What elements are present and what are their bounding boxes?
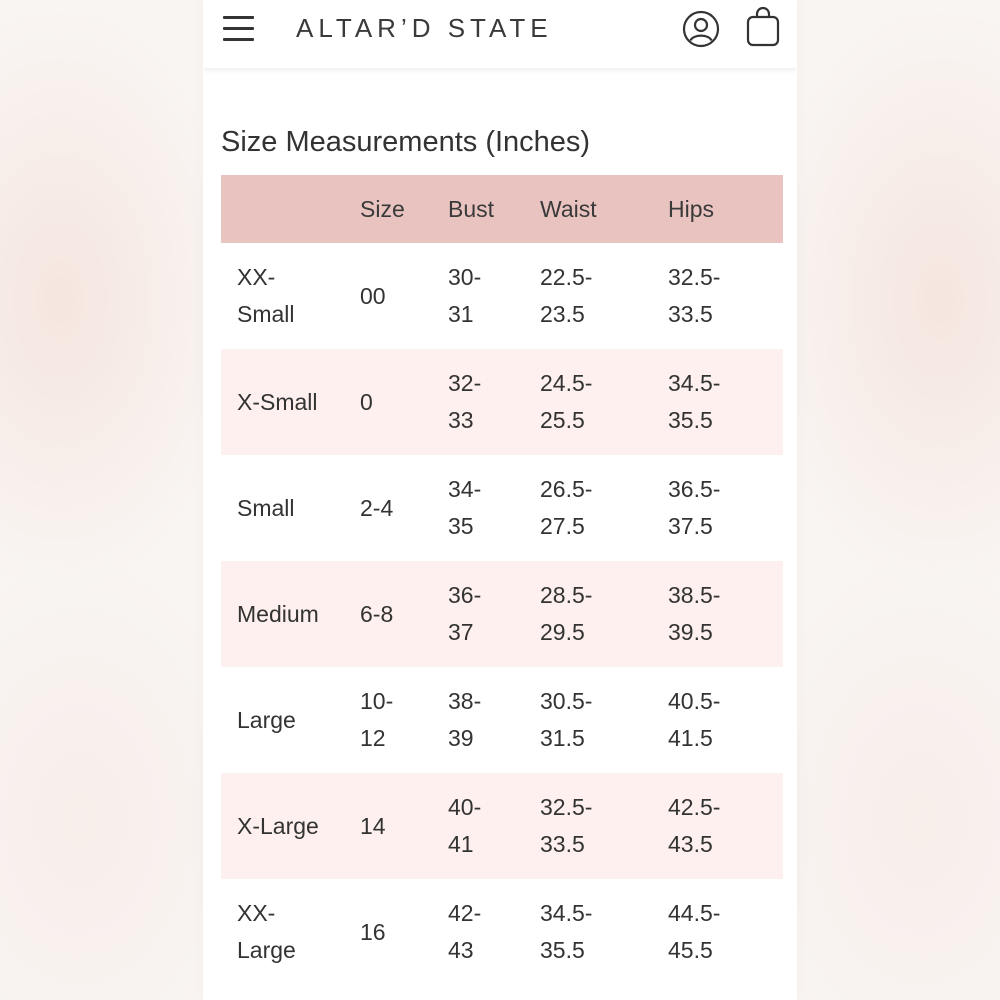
cell-text-line: XX-	[237, 900, 276, 926]
cell-size	[344, 879, 432, 985]
cell-text-line: 22.5-	[540, 264, 593, 290]
cell-size	[344, 667, 432, 773]
cell-text-line: 43	[448, 937, 474, 963]
cell-size	[344, 561, 432, 667]
cell-text-line: 32.5-	[540, 794, 593, 820]
cell-bust	[432, 243, 524, 349]
cell-text-line: 42-	[448, 900, 482, 926]
table-row	[221, 879, 783, 985]
brand-logo[interactable]: ALTAR’D STATE	[296, 13, 553, 43]
cell-text-line: 26.5-	[540, 476, 593, 502]
cell-waist	[524, 667, 652, 773]
shopping-bag-icon[interactable]	[744, 6, 782, 48]
cell-bust	[432, 349, 524, 455]
table-row	[221, 455, 783, 561]
cell-hips	[652, 455, 783, 561]
cell-text-line: 35.5	[540, 937, 585, 963]
cell-label	[221, 349, 344, 455]
cell-text-line: XX-	[237, 264, 276, 290]
cell-bust	[432, 455, 524, 561]
cell-label	[221, 243, 344, 349]
cell-text-line: 10-	[360, 688, 394, 714]
menu-line	[223, 27, 254, 30]
cell-text-line: Small	[237, 494, 295, 521]
cell-text-line: 34.5-	[540, 900, 593, 926]
menu-line	[223, 16, 254, 19]
cell-hips	[652, 349, 783, 455]
cell-label	[221, 773, 344, 879]
cell-label	[221, 879, 344, 985]
cell-text-line: 14	[360, 812, 386, 839]
cell-text-line: 34-	[448, 476, 482, 502]
cell-text-line: 34.5-	[668, 370, 721, 396]
cell-text-line: 37	[448, 619, 474, 645]
cell-text-line: X-Small	[237, 388, 318, 415]
cell-text-line: 41	[448, 831, 474, 857]
cell-text-line: 30.5-	[540, 688, 593, 714]
cell-text-line: 44.5-	[668, 900, 721, 926]
cell-label	[221, 561, 344, 667]
table-row	[221, 561, 783, 667]
cell-size	[344, 455, 432, 561]
cell-text-line: 31.5	[540, 725, 585, 751]
cell-text-line: 41.5	[668, 725, 713, 751]
mobile-page	[203, 0, 797, 1000]
cell-waist	[524, 455, 652, 561]
cell-text-line: 32.5-	[668, 264, 721, 290]
cell-text-line: 38.5-	[668, 582, 721, 608]
cell-text-line: 25.5	[540, 407, 585, 433]
cell-bust	[432, 773, 524, 879]
cell-bust	[432, 561, 524, 667]
cell-text-line: 36.5-	[668, 476, 721, 502]
cell-text-line: 00	[360, 282, 386, 309]
cell-text-line: 2-4	[360, 494, 394, 521]
cell-text-line: Medium	[237, 600, 319, 627]
cell-hips	[652, 561, 783, 667]
cell-text-line: 16	[360, 918, 386, 945]
header-cell-label	[221, 175, 344, 243]
header-cell-waist: Waist	[524, 175, 652, 243]
cell-text-line: 27.5	[540, 513, 585, 539]
cell-text-line: 33.5	[540, 831, 585, 857]
cell-text-line: 6-8	[360, 600, 394, 627]
cell-text-line: 33	[448, 407, 474, 433]
cell-text-line: 36-	[448, 582, 482, 608]
cell-text-line: 0	[360, 388, 373, 415]
cell-text-line: 35	[448, 513, 474, 539]
cell-hips	[652, 667, 783, 773]
cell-waist	[524, 879, 652, 985]
cell-text-line: 39	[448, 725, 474, 751]
cell-text-line: 43.5	[668, 831, 713, 857]
header-cell-hips: Hips	[652, 175, 783, 243]
table-row	[221, 243, 783, 349]
cell-waist	[524, 773, 652, 879]
menu-line	[223, 38, 254, 41]
cell-hips	[652, 773, 783, 879]
cell-waist	[524, 561, 652, 667]
cell-size	[344, 349, 432, 455]
page-title: Size Measurements (Inches)	[221, 126, 591, 158]
header-cell-bust: Bust	[432, 175, 524, 243]
table-row	[221, 349, 783, 455]
site-header	[203, 0, 797, 68]
hamburger-menu-icon[interactable]	[223, 14, 255, 42]
cell-text-line: Small	[237, 301, 295, 327]
cell-label	[221, 667, 344, 773]
cell-bust	[432, 879, 524, 985]
cell-text-line: 12	[360, 725, 386, 751]
cell-text-line: Large	[237, 937, 296, 963]
cell-text-line: 23.5	[540, 301, 585, 327]
cell-size	[344, 243, 432, 349]
cell-text-line: 35.5	[668, 407, 713, 433]
table-row	[221, 667, 783, 773]
cell-text-line: Large	[237, 706, 296, 733]
cell-waist	[524, 349, 652, 455]
cell-text-line: 28.5-	[540, 582, 593, 608]
table-header-row	[221, 175, 783, 243]
cell-text-line: 24.5-	[540, 370, 593, 396]
cell-text-line: X-Large	[237, 812, 319, 839]
cell-text-line: 33.5	[668, 301, 713, 327]
cell-text-line: 32-	[448, 370, 482, 396]
cell-text-line: 38-	[448, 688, 482, 714]
cell-text-line: 45.5	[668, 937, 713, 963]
header-cell-size: Size	[344, 175, 432, 243]
cell-hips	[652, 879, 783, 985]
cell-text-line: 37.5	[668, 513, 713, 539]
cell-bust	[432, 667, 524, 773]
cell-text-line: 40.5-	[668, 688, 721, 714]
cell-text-line: 30-	[448, 264, 482, 290]
cell-hips	[652, 243, 783, 349]
cell-waist	[524, 243, 652, 349]
cell-text-line: 40-	[448, 794, 482, 820]
cell-label	[221, 455, 344, 561]
cell-text-line: 31	[448, 301, 474, 327]
cell-text-line: 42.5-	[668, 794, 721, 820]
user-account-icon[interactable]	[682, 10, 720, 48]
cell-text-line: 29.5	[540, 619, 585, 645]
cell-size	[344, 773, 432, 879]
size-measurements-table	[221, 175, 783, 985]
cell-text-line: 39.5	[668, 619, 713, 645]
table-row	[221, 773, 783, 879]
